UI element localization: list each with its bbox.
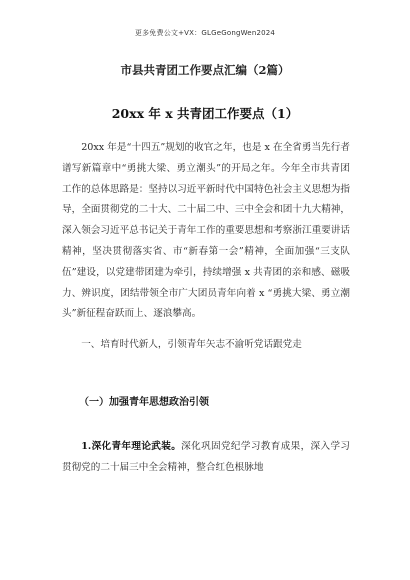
section-heading-1: 一、培育时代新人，引领青年矢志不渝听党话跟党走 <box>81 339 302 350</box>
intro-paragraph: 20xx 年是“十四五”规划的收官之年，也是 x 在全省勇当先行者谱写新篇章中“勇挑大梁、勇立潮头”的开局之年。今年全市共青团工作的总体思路是：坚持以习近平新时代中国特色社会主义思想为指导，全面贯彻党的二十大、二十届二中、三中全会和团十九大精神，深入领会习近平总书记关于青年工作的重要思想和考察浙江重要讲话精神，坚决贯彻落实省、市“新春第一会”精神，全面加强“三支队伍”建设，以党建带团建为牵引，持续增强 x 共青团的亲和感、磁吸力、辨识度，团结带领全市广大团员青年向着 x “勇挑大梁、勇立潮头”新征程奋跃而上、逐浪攀高。 <box>62 142 350 320</box>
item-paragraph-text: 深化巩固党纪学习教育成果，深入学习贯彻党的二十届三中全会精神，整合红色根脉地 <box>62 441 351 473</box>
subsection-heading-1: （一）加强青年思想政治引领 <box>79 397 209 408</box>
item-paragraph-1 <box>62 437 350 479</box>
document-title: 市县共青团工作要点汇编（2篇） <box>120 63 290 77</box>
section-title: 20xx 年 x 共青团工作要点（1） <box>111 106 299 121</box>
item-paragraph-lead: 1.深化青年理论武装。 <box>81 441 182 452</box>
watermark-text: 更多免费公文+VX：GLGeGongWen2024 <box>134 29 276 37</box>
